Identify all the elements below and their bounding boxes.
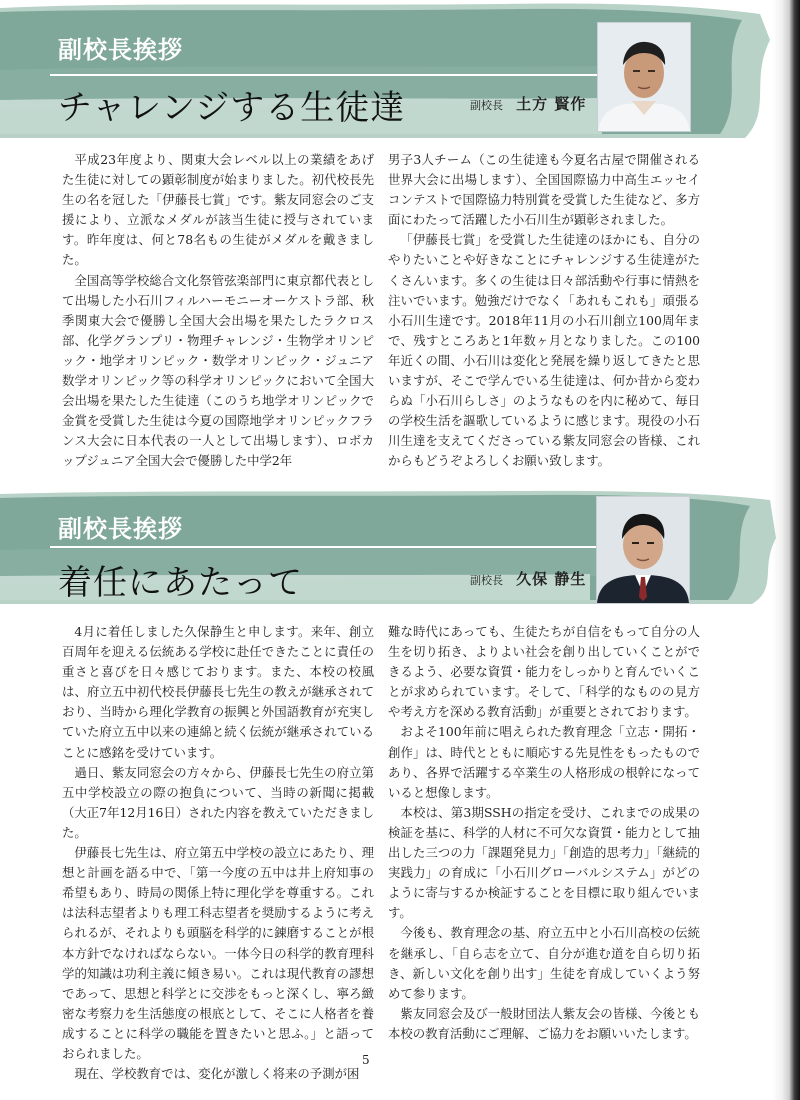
article-column-left [62, 150, 374, 472]
paragraph: 4月に着任しました久保静生と申します。来年、創立百周年を迎える伝統ある学校に赴任できたことに責任の重さと喜びを日々感じております。また、本校の校風は、府立五中初代校長伊藤長七先生の教えが継承されており、当時から理化学教育の振興と外国語教育が充実していた府立五中以来の連綿と続く伝統が継承されていることに感銘を受けています。 [62, 624, 374, 760]
paragraph: 難な時代にあっても、生徒たちが自信をもって自分の人生を切り拓き、よりよい社会を創り出していくことができるよう、必要な資質・能力をしっかりと育んでいくことが求められています。そして、「科学的なものの見方や考え方を深める教育活動」が重要とされております。 [388, 624, 700, 720]
section-title: 着任にあたって [58, 563, 303, 603]
paragraph: 紫友同窓会及び一般財団法人紫友会の皆様、今後とも本校の教育活動にご理解、ご協力をお願いいたします。 [388, 1005, 700, 1041]
section-banner [0, 0, 782, 140]
section-subtitle: 副校長挨拶 [58, 515, 183, 543]
paragraph: 男子3人チーム（この生徒達も今夏名古屋で開催される世界大会に出場します）、全国国際協力中高生エッセイコンテストで国際協力特別賞を受賞した生徒など、多方面にわたって活躍した小石川生が顕彰されました。 [388, 152, 700, 228]
author-name: 久保 静生 [516, 570, 587, 588]
article-column-left [62, 622, 374, 1084]
page-number: 5 [362, 1053, 370, 1067]
article-column-right [388, 622, 700, 1044]
author-role: 副校長 [470, 574, 503, 587]
greeting-section-2 [0, 488, 782, 1082]
author-byline [470, 93, 586, 114]
paragraph: 本校は、第3期SSHの指定を受け、これまでの成果の検証を基に、科学的人材に不可欠な資質・能力として抽出した三つの力「課題発見力」「創造的思考力」「継続的実践力」の育成に「小石川グローバルシステム」がどのように寄与するか検証することを目標に取り組んでいます。 [388, 804, 700, 921]
author-photo [596, 496, 690, 604]
banner-divider [50, 74, 605, 76]
author-name: 土方 賢作 [516, 95, 587, 113]
section-banner [0, 488, 782, 606]
paragraph: およそ100年前に唱えられた教育理念「立志・開拓・創作」は、時代とともに順応する先見性をもったものであり、各界で活躍する卒業生の人格形成の根幹になっていると想像します。 [388, 724, 700, 800]
paragraph: 平成23年度より、関東大会レベル以上の業績をあげた生徒に対しての顕彰制度が始まりました。初代校長先生の名を冠した「伊藤長七賞」です。紫友同窓会のご支援により、立派なメダルが該当生徒に授与されています。昨年度は、何と78名もの生徒がメダルを戴きました。 [62, 152, 374, 268]
paragraph: 今後も、教育理念の基、府立五中と小石川高校の伝統を継承し、「自ら志を立て、自分が進む道を自ら切り拓き、新しい文化を創り出す」生徒を育成していくよう努めて参ります。 [388, 925, 700, 1001]
paragraph: 「伊藤長七賞」を受賞した生徒達のほかにも、自分のやりたいことや好きなことにチャレンジする生徒達がたくさんいます。多くの生徒は日々部活動や行事に情熱を注いでいます。勉強だけでなく「あれもこれも」頑張る小石川生達です。2018年11月の小石川創立100周年まで、残すところあと1年数ヶ月となりました。この100年近くの間、小石川は変化と発展を繰り返してきたと思いますが、そこで学んでいる生徒達は、何か昔から変わらぬ「小石川らしさ」のようなものを内に秘めて、毎日の学校生活を謳歌しているように感じます。現役の小石川生達を支えてくださっている紫友同窓会の皆様、これからもどうぞよろしくお願い致します。 [388, 232, 700, 469]
page-edge-shadow [782, 0, 800, 1100]
paragraph: 過日、紫友同窓会の方々から、伊藤長七先生の府立第五中学校設立の際の抱負について、当時の新聞に掲載（大正7年12月16日）された内容を教えていただきました。 [62, 764, 375, 840]
greeting-section-1 [0, 0, 782, 469]
author-photo [597, 22, 691, 132]
paragraph: 全国高等学校総合文化祭管弦楽部門に東京都代表として出場した小石川フィルハーモニーオーケストラ部、秋季関東大会で優勝し全国大会出場を果たしたラクロス部、化学グランプリ・物理チャレンジ・生物学オリンピック・地学オリンピック・数学オリンピック・ジュニア数学オリンピック等の科学オリンピックにおいて全国大会出場を果たした生徒達（このうち地学オリンピックで金賞を受賞した生徒は今夏の国際地学オリンピックフランス大会に日本代表の一人として出場します）、ロボカップジュニア全国大会で優勝した中学2年 [62, 272, 374, 469]
section-subtitle: 副校長挨拶 [58, 36, 183, 64]
author-role: 副校長 [470, 99, 503, 112]
paragraph: 伊藤長七先生は、府立第五中学校の設立にあたり、理想と計画を語る中で、「第一今度の五中は井上府知事の希望もあり、時局の関係上特に理化学を尊重する。これは法科志望者よりも理工科志望者を奨励するように考えられるが、それよりも頭脳を科学的に錬磨することが根本方針でなければならない。一体今日の科学的教育理科学的知識は功利主義に傾き易い。これは現代教育の謬想であって、思想と科学とに交渉をもっと深くし、寧ろ緻密な考察力を生活態度の根底として、そこに人格者を養成することに科学の職能を置きたいと思ふ。」と語っておられました。 [62, 845, 374, 1061]
paragraph: 現在、学校教育では、変化が激しく将来の予測が困 [74, 1066, 360, 1082]
article-column-right [388, 150, 700, 472]
author-byline [470, 568, 586, 589]
section-title: チャレンジする生徒達 [58, 88, 406, 128]
banner-divider [50, 546, 605, 548]
